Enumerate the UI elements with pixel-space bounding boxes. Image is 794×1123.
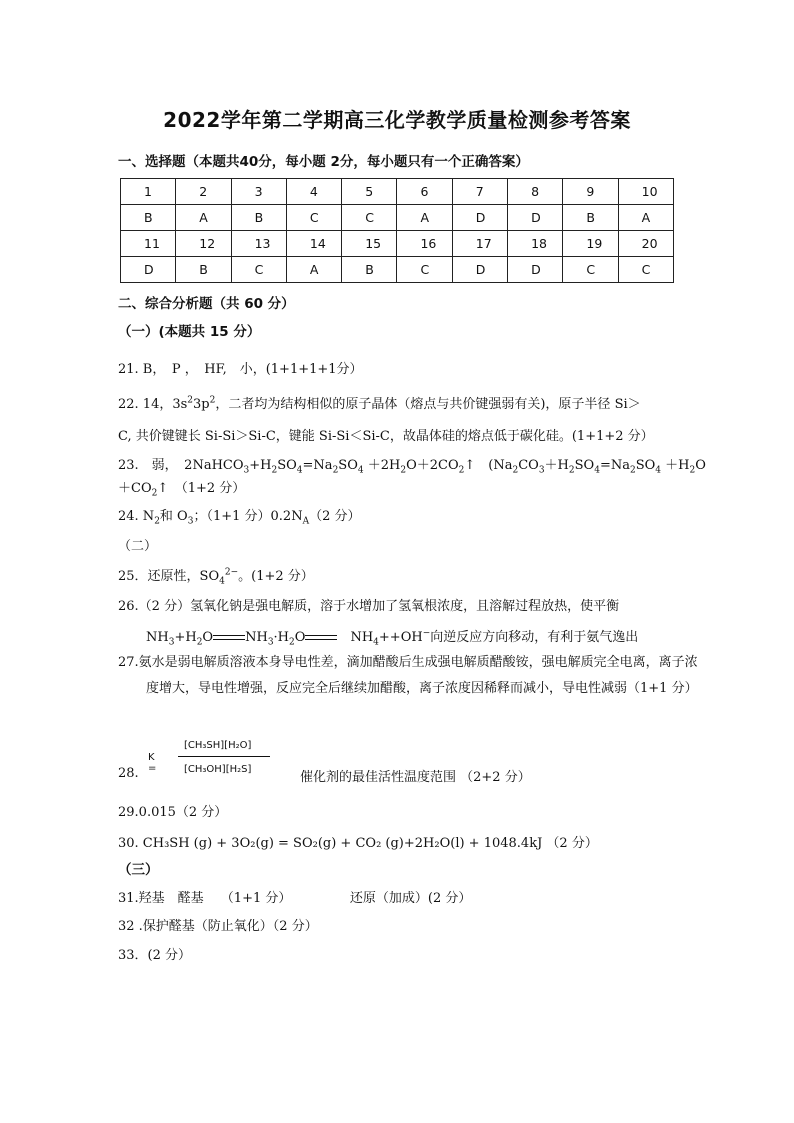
table-cell: 9 [563,179,618,205]
table-cell: 11 [121,231,176,257]
q25-sup: 2− [224,567,239,578]
section-multiple-choice-heading: 一、选择题（本题共40分，每小题 2分，每小题只有一个正确答案） [118,154,529,170]
answer-table [120,178,674,283]
q23-t17: ↑ （1+2 分） [157,481,246,496]
table-cell: 10 [618,179,673,205]
q25-t2: 。(1+2 分） [238,569,314,584]
q23-t14: ＋H [665,458,690,473]
answer-q31: 31.羟基 醛基 （1+1 分） 还原（加成）(2 分） [118,891,472,906]
table-cell: C [286,205,341,231]
table-cell: 3 [231,179,286,205]
table-cell: C [397,257,452,283]
q23-t2: +H [249,458,272,473]
q26-t3: O [202,630,214,645]
q26-t2: +H [174,630,197,645]
answer-q28-label: 28. [118,766,139,781]
equilibrium-arrow-icon [305,633,337,643]
answer-q26-line1: 26.（2 分）氢氧化钠是强电解质，溶于水增加了氢氧根浓度，且溶解过程放热，使平衡 [118,599,620,614]
table-cell: 2 [176,179,231,205]
q25-sub: 4 [219,576,225,587]
section-comprehensive-heading: 二、综合分析题（共 60 分） [118,296,295,312]
q24-t3: ；（1+1 分）0.2N [193,509,303,524]
q26-t9: 向逆反应方向移动，有利于氨气逸出 [430,630,639,645]
k-denominator: [CH₃OH][H₂S] [184,764,252,775]
table-cell: A [176,205,231,231]
q23-t4: =Na [302,458,333,473]
table-cell: B [121,205,176,231]
q26-t1: NH [146,630,169,645]
q22-text-c: ，二者均为结构相似的原子晶体（熔点与共价键强弱有关)，原子半径 Si＞ [215,397,641,412]
table-cell: 18 [508,231,563,257]
answer-q32: 32 .保护醛基（防止氧化）（2 分） [118,919,318,934]
q25-t1: 25．还原性，SO [118,569,220,584]
q23-t1: 23. 弱， 2NaHCO [118,458,244,473]
table-cell: 4 [286,179,341,205]
q24-avogadro-sub: A [302,516,310,527]
table-cell: B [342,257,397,283]
q23-t11: SO [574,458,595,473]
q23-t16: ＋CO [118,481,152,496]
answer-q22-line2: C, 共价键键长 Si-Si＞Si-C，键能 Si-Si＜Si-C，故晶体硅的熔点低于碳化硅。(1+1+2 分） [118,429,654,444]
table-row [121,179,674,205]
table-cell: D [121,257,176,283]
q26-t4: NH [245,630,268,645]
q23-t10: ＋H [544,458,569,473]
answer-q28-text: 催化剂的最佳活性温度范围 （2+2 分） [300,770,531,785]
answer-q23-line1: 23. 弱， $2NaHCO_3+H_2SO_4=Na_2SO_4$ $+2H_2O+2CO_2↑$ ($Na_2CO_3+H_2SO_4=Na_2SO_4 +H_2O$ [118,458,706,476]
q23-t7: O＋2CO [406,458,459,473]
table-row [121,231,674,257]
table-row [121,205,674,231]
table-cell: D [452,205,507,231]
answer-q26-line2: $NH_3+H_2O$ $NH_3\cdot H_2O$ $NH_4++OH^-$向逆反应方向移动，有利于氨气逸出 [146,628,639,648]
answer-q30: 30. CH₃SH (g) + 3O₂(g) = SO₂(g) + CO₂ (g)+2H₂O(l) + 1048.4kJ （2 分） [118,836,598,851]
table-cell: D [452,257,507,283]
table-cell: C [342,205,397,231]
q22-text-b: 3p [193,397,210,412]
table-cell: 8 [508,179,563,205]
part-one-heading: （一）(本题共 15 分） [118,324,261,340]
part-two-heading: （二） [118,539,158,554]
table-cell: 6 [397,179,452,205]
q26-t8: ++OH [378,630,423,645]
q24-t4: （2 分） [309,509,361,524]
k-label: K = [148,752,157,774]
q26-sup: − [422,628,431,639]
equilibrium-arrow-icon [213,633,245,643]
table-cell: C [618,257,673,283]
q23-t15: O [695,458,706,473]
q23-t6: ＋2H [367,458,401,473]
table-cell: 5 [342,179,397,205]
table-cell: 19 [563,231,618,257]
table-cell: 20 [618,231,673,257]
q23-t12: =Na [599,458,630,473]
q23-t3: SO [277,458,297,473]
answer-q25 [118,565,314,587]
table-cell: B [176,257,231,283]
table-cell: B [563,205,618,231]
q26-t5: ·H [273,630,290,645]
q23-t9: CO [518,458,539,473]
table-cell: B [231,205,286,231]
table-cell: 17 [452,231,507,257]
answer-q27: 27.氨水是弱电解质溶液本身导电性差，滴加醋酸后生成强电解质醋酸铵，强电解质完全电离，离子浓度增大，导电性增强，反应完全后继续加醋酸，离子浓度因稀释而减小，导电性减弱（1+1 分） [118,655,698,696]
part-three-heading: （三） [118,862,159,878]
table-cell: D [508,257,563,283]
answer-q23-line2: $+CO_2↑$ （1+2 分） [118,481,246,499]
table-cell: 7 [452,179,507,205]
table-cell: 14 [286,231,341,257]
table-cell: 16 [397,231,452,257]
table-cell: C [231,257,286,283]
table-row [121,257,674,283]
answer-q22-line1: 22. 14，$3s^23p^2$，二者均为结构相似的原子晶体（熔点与共价键强弱有关)，原子半径 Si＞ [118,395,641,412]
table-cell: D [508,205,563,231]
q23-t13: SO [635,458,656,473]
q22-text-a: 22. 14，3s [118,397,188,412]
table-cell: C [563,257,618,283]
table-cell: 1 [121,179,176,205]
q23-t5: SO [338,458,358,473]
table-cell: A [286,257,341,283]
q26-t6: O [294,630,306,645]
answer-q33: 33．(2 分） [118,948,192,963]
table-cell: 15 [342,231,397,257]
page-title: 2022学年第二学期高三化学教学质量检测参考答案 [163,108,631,132]
fraction-bar [178,756,270,757]
table-cell: 13 [231,231,286,257]
answer-q21: 21. B， P ， HF, 小，(1+1+1+1分） [118,362,363,377]
answer-q29: 29.0.015（2 分） [118,805,228,820]
q24-t1: 24. N [118,509,155,524]
q23-t8: ↑ (Na [464,458,513,473]
answer-q24: 24. $N_2$和 $O_3$；（1+1 分）$0.2N_A(2$ 分） [118,509,361,527]
table-cell: A [618,205,673,231]
q26-t7: NH [350,630,374,645]
table-cell: 12 [176,231,231,257]
k-numerator: [CH₃SH][H₂O] [184,740,252,751]
table-cell: A [397,205,452,231]
q24-t2: 和 O [159,509,188,524]
